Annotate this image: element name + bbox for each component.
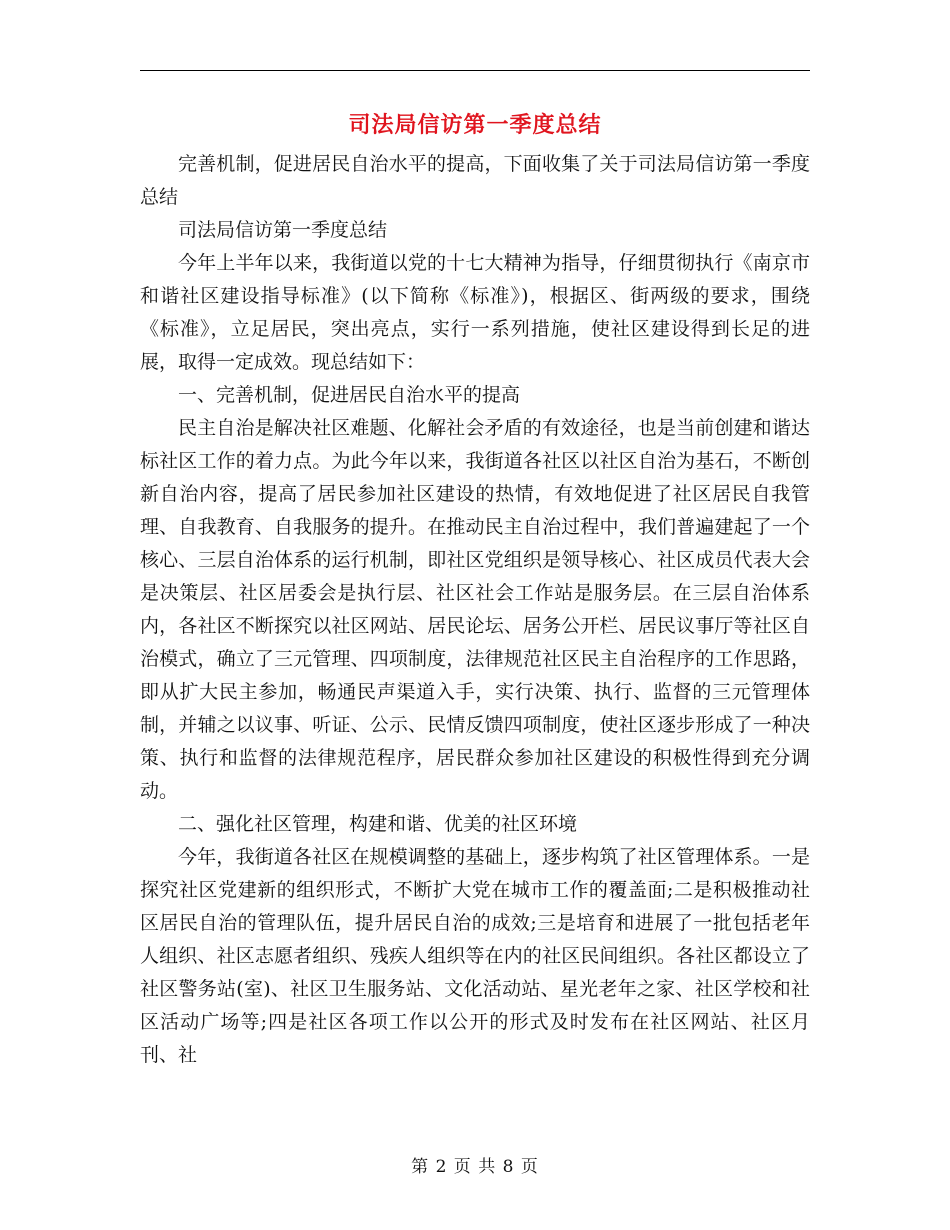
section-heading-1: 一、完善机制，促进居民自治水平的提高 xyxy=(178,384,521,406)
section-heading-2: 二、强化社区管理，构建和谐、优美的社区环境 xyxy=(178,813,578,835)
document-body xyxy=(140,148,810,1072)
header-rule xyxy=(140,70,810,71)
section-2-paragraph: 今年，我街道各社区在规模调整的基础上，逐步构筑了社区管理体系。一是探究社区党建新的组织形式，不断扩大党在城市工作的覆盖面;二是积极推动社区居民自治的管理队伍，提升居民自治的成效;三是培育和进展了一批包括老年人组织、社区志愿者组织、残疾人组织等在内的社区民间组织。各社区都设立了社区警务站(室)、社区卫生服务站、文化活动站、星光老年之家、社区学校和社区活动广场等;四是社区各项工作以公开的形式及时发布在社区网站、社区月刊、社 xyxy=(140,846,810,1066)
overview-paragraph: 今年上半年以来，我街道以党的十七大精神为指导，仔细贯彻执行《南京市和谐社区建设指导标准》(以下简称《标准》)，根据区、街两级的要求，围绕《标准》，立足居民，突出亮点，实行一系列措施，使社区建设得到长足的进展，取得一定成效。现总结如下： xyxy=(140,252,810,373)
document-title: 司法局信访第一季度总结 xyxy=(348,112,602,138)
intro-paragraph: 完善机制，促进居民自治水平的提高，下面收集了关于司法局信访第一季度总结 xyxy=(140,153,810,208)
page-number: 第 2 页 共 8 页 xyxy=(411,1157,539,1177)
subtitle-paragraph: 司法局信访第一季度总结 xyxy=(178,219,388,241)
section-1-paragraph: 民主自治是解决社区难题、化解社会矛盾的有效途径，也是当前创建和谐达标社区工作的着力点。为此今年以来，我街道各社区以社区自治为基石，不断创新自治内容，提高了居民参加社区建设的热情，有效地促进了社区居民自我管理、自我教育、自我服务的提升。在推动民主自治过程中，我们普遍建起了一个核心、三层自治体系的运行机制，即社区党组织是领导核心、社区成员代表大会是决策层、社区居委会是执行层、社区社会工作站是服务层。在三层自治体系内，各社区不断探究以社区网站、居民论坛、居务公开栏、居民议事厅等社区自治模式，确立了三元管理、四项制度，法律规范社区民主自治程序的工作思路，即从扩大民主参加，畅通民声渠道入手，实行决策、执行、监督的三元管理体制，并辅之以议事、听证、公示、民情反馈四项制度，使社区逐步形成了一种决策、执行和监督的法律规范程序，居民群众参加社区建设的积极性得到充分调动。 xyxy=(140,417,810,802)
